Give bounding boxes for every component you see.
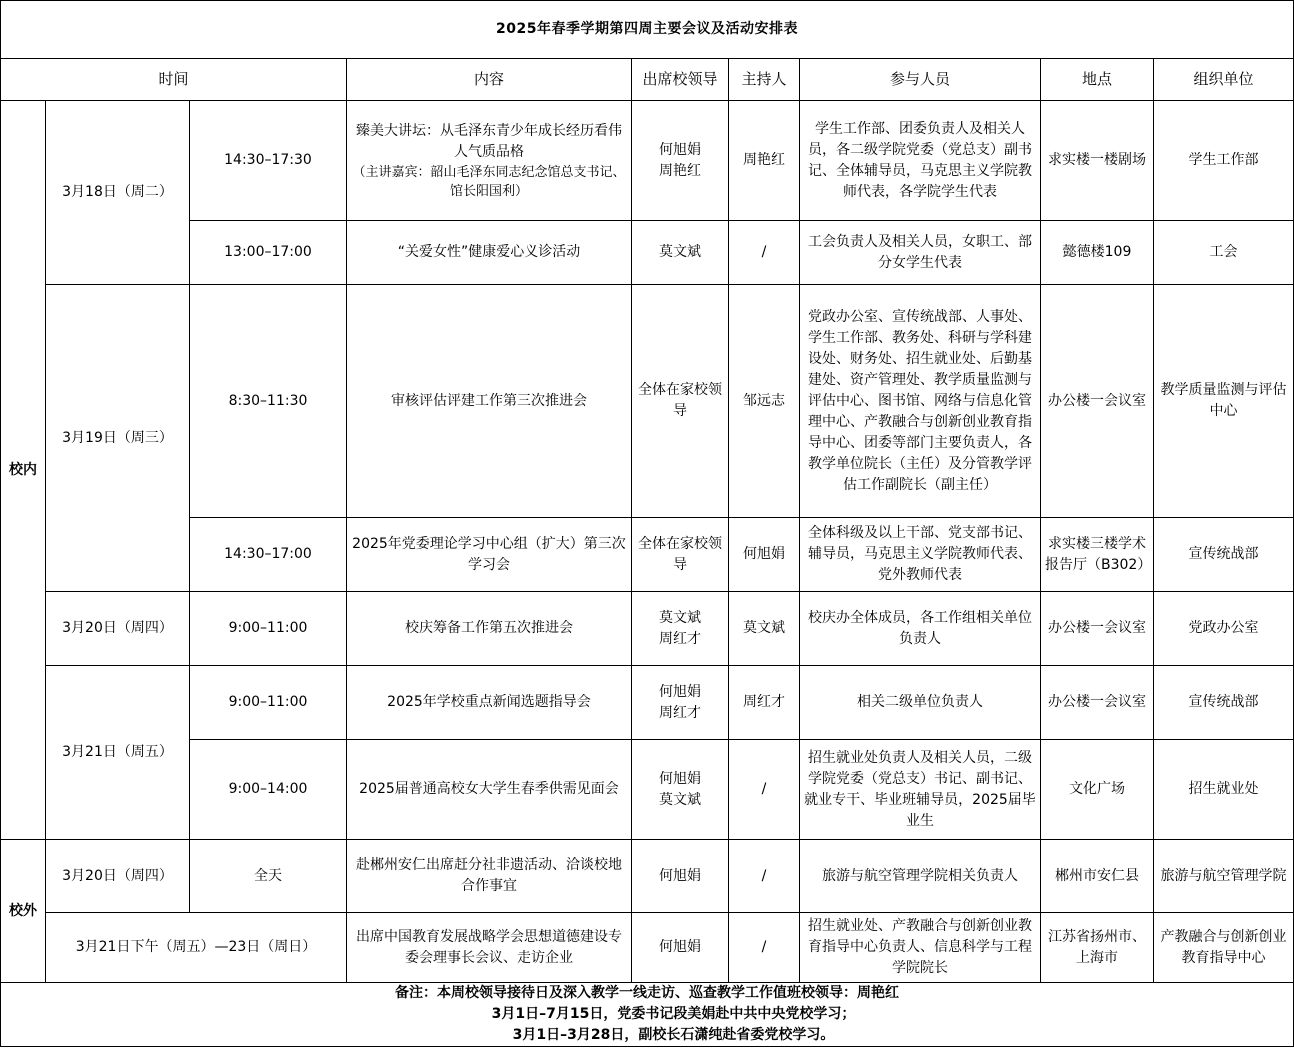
participants-cell: 党政办公室、宣传统战部、人事处、学生工作部、教务处、科研与学科建设处、财务处、招生就业处、后勤基建处、资产管理处、教学质量监测与评估中心、图书馆、网络与信息化管理中心、产教融合与创新创业教育指导中心、团委等部门主要负责人，各教学单位院长（主任）及分管教学评估工作副院长（副主任）	[800, 285, 1041, 518]
location-cell: 办公楼一会议室	[1041, 666, 1154, 740]
content-cell: 出席中国教育发展战略学会思想道德建设专委会理事长会议、走访企业	[347, 913, 632, 983]
participants-cell: 相关二级单位负责人	[800, 666, 1041, 740]
location-cell: 郴州市安仁县	[1041, 840, 1154, 913]
content-cell: “关爱女性”健康爱心义诊活动	[347, 221, 632, 285]
location-cell: 办公楼一会议室	[1041, 592, 1154, 666]
note-line-3: 3月1日–3月28日，副校长石潇纯赴省委党校学习。	[512, 1027, 835, 1043]
page-title: 2025年春季学期第四周主要会议及活动安排表	[1, 1, 1294, 59]
table-row	[1, 285, 1294, 518]
location-cell: 求实楼三楼学术报告厅（B302）	[1041, 518, 1154, 592]
host-cell: /	[729, 221, 800, 285]
region-on-campus: 校内	[1, 101, 46, 840]
content-cell: 赴郴州安仁出席赶分社非遗活动、洽谈校地合作事宜	[347, 840, 632, 913]
organizer-cell: 宣传统战部	[1154, 666, 1294, 740]
content-cell: 2025年学校重点新闻选题指导会	[347, 666, 632, 740]
content-note: （主讲嘉宾：韶山毛泽东同志纪念馆总支书记、馆长阳国利）	[352, 164, 626, 199]
leader-cell: 全体在家校领导	[632, 518, 729, 592]
date-cell: 3月18日（周二）	[46, 101, 190, 285]
organizer-cell: 教学质量监测与评估中心	[1154, 285, 1294, 518]
leader-text: 莫文斌 周红才	[659, 609, 701, 647]
host-cell: 邹远志	[729, 285, 800, 518]
leader-text: 莫文斌	[659, 244, 701, 260]
table-row	[1, 666, 1294, 740]
host-cell: /	[729, 740, 800, 840]
participants-cell: 工会负责人及相关人员，女职工、部分女学生代表	[800, 221, 1041, 285]
header-organizer: 组织单位	[1154, 59, 1294, 101]
header-content: 内容	[347, 59, 632, 101]
note-line-1: 备注：本周校领导接待日及深入教学一线走访、巡查教学工作值班校领导：周艳红	[395, 985, 900, 1001]
organizer-cell: 招生就业处	[1154, 740, 1294, 840]
leader-text: 何旭娟 周艳红	[659, 141, 701, 179]
header-row	[1, 59, 1294, 101]
host-cell: /	[729, 913, 800, 983]
participants-cell: 校庆办全体成员，各工作组相关单位负责人	[800, 592, 1041, 666]
leader-cell	[632, 740, 729, 840]
participants-cell: 全体科级及以上干部、党支部书记、辅导员，马克思主义学院教师代表、党外教师代表	[800, 518, 1041, 592]
content-cell: 2025届普通高校女大学生春季供需见面会	[347, 740, 632, 840]
date-cell: 3月19日（周三）	[46, 285, 190, 592]
header-location: 地点	[1041, 59, 1154, 101]
content-cell: 校庆筹备工作第五次推进会	[347, 592, 632, 666]
organizer-cell: 宣传统战部	[1154, 518, 1294, 592]
location-cell: 求实楼一楼剧场	[1041, 101, 1154, 221]
time-cell: 9:00–11:00	[190, 666, 347, 740]
table-row	[1, 592, 1294, 666]
participants-cell: 招生就业处、产教融合与创新创业教育指导中心负责人、信息科学与工程学院院长	[800, 913, 1041, 983]
time-cell: 14:30–17:30	[190, 101, 347, 221]
date-cell: 3月20日（周四）	[46, 592, 190, 666]
location-cell: 江苏省扬州市、上海市	[1041, 913, 1154, 983]
time-cell: 全天	[190, 840, 347, 913]
region-off-campus: 校外	[1, 840, 46, 983]
organizer-cell: 工会	[1154, 221, 1294, 285]
header-host: 主持人	[729, 59, 800, 101]
leader-cell	[632, 592, 729, 666]
leader-text: 何旭娟 莫文斌	[659, 770, 701, 808]
leader-cell	[632, 666, 729, 740]
participants-cell: 学生工作部、团委负责人及相关人员，各二级学院党委（党总支）副书记、全体辅导员，马克思主义学院教师代表，各学院学生代表	[800, 101, 1041, 221]
organizer-cell: 产教融合与创新创业教育指导中心	[1154, 913, 1294, 983]
organizer-cell: 学生工作部	[1154, 101, 1294, 221]
content-cell: 2025年党委理论学习中心组（扩大）第三次学习会	[347, 518, 632, 592]
host-cell: 莫文斌	[729, 592, 800, 666]
table-row	[1, 221, 1294, 285]
location-cell: 办公楼一会议室	[1041, 285, 1154, 518]
table-row	[1, 740, 1294, 840]
content-cell: 审核评估评建工作第三次推进会	[347, 285, 632, 518]
participants-cell: 招生就业处负责人及相关人员，二级学院党委（党总支）书记、副书记、就业专干、毕业班辅导员，2025届毕业生	[800, 740, 1041, 840]
header-time: 时间	[1, 59, 347, 101]
host-cell: 周红才	[729, 666, 800, 740]
leader-cell	[632, 101, 729, 221]
header-leader: 出席校领导	[632, 59, 729, 101]
content-cell	[347, 101, 632, 221]
organizer-cell: 旅游与航空管理学院	[1154, 840, 1294, 913]
location-cell: 文化广场	[1041, 740, 1154, 840]
participants-cell: 旅游与航空管理学院相关负责人	[800, 840, 1041, 913]
table-row	[1, 101, 1294, 221]
time-cell: 9:00–14:00	[190, 740, 347, 840]
organizer-cell: 党政办公室	[1154, 592, 1294, 666]
content-title: 臻美大讲坛：从毛泽东青少年成长经历看伟人气质品格	[356, 122, 622, 160]
header-participants: 参与人员	[800, 59, 1041, 101]
date-cell: 3月21日（周五）	[46, 666, 190, 840]
date-cell: 3月21日下午（周五）—23日（周日）	[46, 913, 347, 983]
leader-cell	[632, 221, 729, 285]
location-cell: 懿德楼109	[1041, 221, 1154, 285]
time-cell: 14:30–17:00	[190, 518, 347, 592]
leader-cell: 全体在家校领导	[632, 285, 729, 518]
date-cell: 3月20日（周四）	[46, 840, 190, 913]
leader-cell: 何旭娟	[632, 840, 729, 913]
table-row	[1, 518, 1294, 592]
time-cell: 13:00–17:00	[190, 221, 347, 285]
leader-cell: 何旭娟	[632, 913, 729, 983]
table-row	[1, 840, 1294, 913]
time-cell: 9:00–11:00	[190, 592, 347, 666]
host-cell: 周艳红	[729, 101, 800, 221]
time-cell: 8:30–11:30	[190, 285, 347, 518]
host-cell: /	[729, 840, 800, 913]
host-cell: 何旭娟	[729, 518, 800, 592]
leader-text: 何旭娟 周红才	[659, 683, 701, 721]
table-row	[1, 913, 1294, 983]
notes	[1, 983, 1294, 1047]
notes-row	[1, 983, 1294, 1047]
note-line-2: 3月1日–7月15日，党委书记段美娟赴中共中央党校学习；	[491, 1006, 856, 1022]
